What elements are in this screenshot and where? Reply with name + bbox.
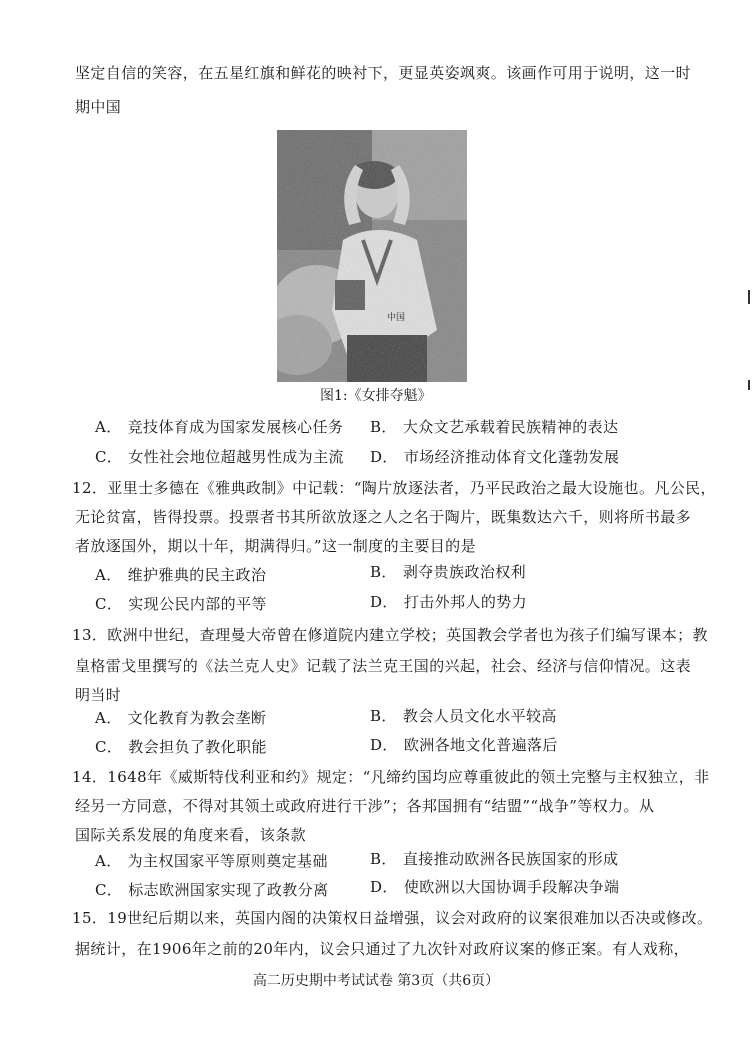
figure-photo: [277, 130, 467, 382]
q11-option-b: [370, 417, 618, 437]
option-letter: A．: [95, 852, 122, 870]
q11-option-a: [95, 417, 343, 437]
option-text: 维护雅典的民主政治: [127, 566, 267, 584]
q14-option-c: [95, 880, 328, 900]
option-letter: B．: [370, 563, 397, 581]
option-letter: B．: [370, 418, 397, 436]
q11-stem-line2: 期中国: [75, 98, 122, 116]
option-letter: A．: [95, 709, 122, 727]
option-text: 剥夺贵族政治权利: [402, 563, 527, 581]
q14-option-b: [370, 849, 618, 869]
option-letter: B．: [370, 707, 397, 725]
q15-stem-line2: 据统计，在1906年之前的20年内，议会只通过了九次针对政府议案的修正案。有人戏称，: [75, 940, 690, 958]
q14-stem-line3: 国际关系发展的角度来看，该条款: [75, 826, 307, 844]
q12-option-d: [370, 592, 527, 612]
q15-stem-line1: 15．19世纪后期以来，英国内阁的决策权日益增强，议会对政府的议案很难加以否决或修改。: [72, 909, 713, 927]
option-letter: C．: [95, 881, 123, 899]
option-text: 大众文艺承载着民族精神的表达: [402, 418, 619, 436]
option-text: 教会担负了教化职能: [128, 738, 267, 756]
q12-option-a: [95, 565, 266, 585]
option-text: 女性社会地位超越男性成为主流: [128, 448, 344, 466]
option-text: 竞技体育成为国家发展核心任务: [127, 418, 344, 436]
option-letter: D．: [370, 736, 398, 754]
option-letter: A．: [95, 418, 122, 436]
q14-stem-line1: 14．1648年《威斯特伐利亚和约》规定：“凡缔约国均应尊重彼此的领土完整与主权独立，非: [72, 768, 710, 786]
q12-stem-line2: 无论贫富，皆得投票。投票者书其所欲放逐之人之名于陶片，既集数达六千，则将所书最多: [75, 508, 692, 526]
q13-option-a: [95, 708, 266, 728]
q13-option-c: [95, 737, 267, 757]
figure-caption: 图1:《女排夺魁》: [320, 388, 432, 404]
q11-option-c: [95, 447, 344, 467]
q13-stem-line1: 13．欧洲中世纪，查理曼大帝曾在修道院内建立学校；英国教会学者也为孩子们编写课本；教: [72, 626, 708, 644]
q14-stem-line2: 经另一方同意，不得对其领土或政府进行干涉”；各邦国拥有“结盟”“战争”等权力。从: [75, 797, 655, 815]
q13-option-b: [370, 706, 557, 726]
option-letter: A．: [95, 566, 122, 584]
jersey-text: 中国: [387, 313, 406, 323]
option-text: 直接推动欧洲各民族国家的形成: [402, 850, 619, 868]
scan-edge-mark: [748, 290, 750, 304]
option-text: 标志欧洲国家实现了政教分离: [128, 881, 329, 899]
option-text: 打击外邦人的势力: [403, 593, 528, 611]
q13-option-d: [370, 735, 558, 755]
option-letter: C．: [95, 595, 123, 613]
q11-option-d: [370, 447, 619, 467]
q12-stem-line1: 12．亚里士多德在《雅典政制》中记载：“陶片放逐法者，乃平民政治之最大设施也。凡公民，: [72, 479, 716, 497]
volleyball-player-image: [277, 130, 467, 382]
option-text: 文化教育为教会垄断: [127, 709, 267, 727]
q14-option-a: [95, 851, 328, 871]
option-text: 欧洲各地文化普遍落后: [403, 736, 558, 754]
option-letter: D．: [370, 448, 398, 466]
option-letter: C．: [95, 448, 123, 466]
q13-stem-line2: 皇格雷戈里撰写的《法兰克人史》记载了法兰克王国的兴起，社会、经济与信仰情况。这表: [75, 657, 692, 675]
q12-option-c: [95, 594, 267, 614]
q11-stem-line1: 坚定自信的笑容，在五星红旗和鲜花的映衬下，更显英姿飒爽。该画作可用于说明，这一时: [75, 64, 692, 82]
q14-option-d: [370, 877, 619, 897]
q13-stem-line3: 明当时: [75, 686, 122, 704]
option-letter: D．: [370, 878, 398, 896]
option-letter: D．: [370, 593, 398, 611]
q12-stem-line3: 者放逐国外，期以十年，期满得归。”这一制度的主要目的是: [75, 537, 476, 555]
option-letter: C．: [95, 738, 123, 756]
option-text: 使欧洲以大国协调手段解决争端: [403, 878, 620, 896]
page-footer: 高二历史期中考试试卷 第3页（共6页）: [252, 973, 500, 989]
option-text: 教会人员文化水平较高: [402, 707, 557, 725]
q12-option-b: [370, 562, 526, 582]
option-text: 为主权国家平等原则奠定基础: [127, 852, 328, 870]
option-letter: B．: [370, 850, 397, 868]
option-text: 实现公民内部的平等: [128, 595, 267, 613]
option-text: 市场经济推动体育文化蓬勃发展: [403, 448, 620, 466]
scan-edge-mark: [748, 380, 750, 390]
